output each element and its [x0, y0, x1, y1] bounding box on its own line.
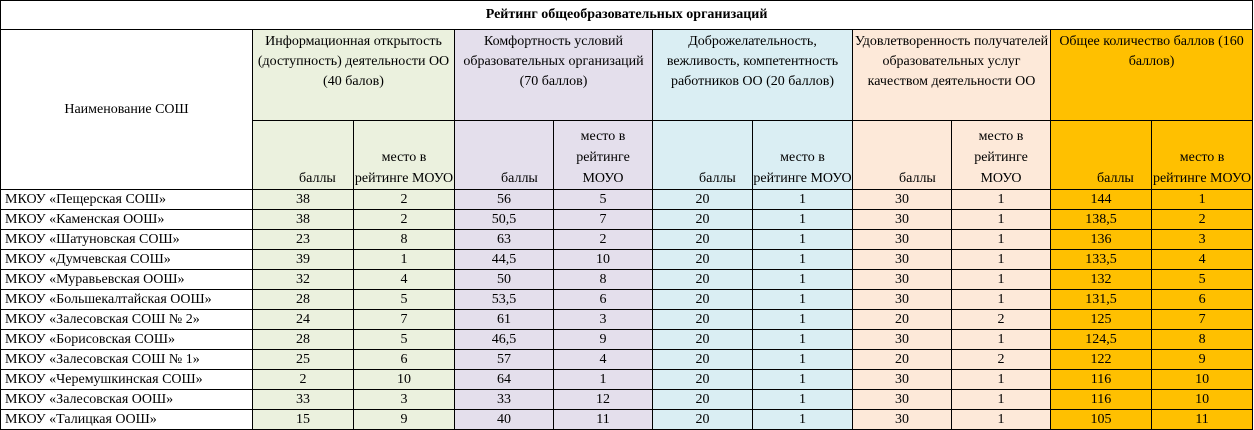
politeness-rank-cell: 1: [753, 210, 853, 230]
politeness-score-cell: 20: [653, 390, 753, 410]
satisfaction-score-cell: 30: [853, 190, 952, 210]
comfort-score-cell: 61: [455, 310, 554, 330]
info-rank-cell: 5: [354, 330, 455, 350]
total-rank-cell: 4: [1152, 250, 1253, 270]
satisfaction-rank-cell: 1: [952, 370, 1051, 390]
comfort-rank-cell: 1: [554, 370, 653, 390]
school-name-cell: МКОУ «Залесовская СОШ № 1»: [1, 350, 253, 370]
total-rank-cell: 10: [1152, 390, 1253, 410]
score-header: баллы: [455, 121, 554, 190]
table-row: [1, 330, 1253, 350]
comfort-rank-cell: 10: [554, 250, 653, 270]
politeness-rank-cell: 1: [753, 190, 853, 210]
table-row: [1, 350, 1253, 370]
satisfaction-rank-cell: 1: [952, 190, 1051, 210]
info-score-cell: 32: [253, 270, 354, 290]
comfort-rank-cell: 12: [554, 390, 653, 410]
info-score-cell: 25: [253, 350, 354, 370]
politeness-score-cell: 20: [653, 270, 753, 290]
politeness-score-cell: 20: [653, 370, 753, 390]
satisfaction-score-cell: 30: [853, 330, 952, 350]
satisfaction-score-cell: 30: [853, 370, 952, 390]
info-rank-cell: 3: [354, 390, 455, 410]
politeness-score-cell: 20: [653, 290, 753, 310]
total-score-cell: 138,5: [1051, 210, 1152, 230]
total-score-cell: 131,5: [1051, 290, 1152, 310]
total-rank-cell: 6: [1152, 290, 1253, 310]
info-rank-cell: 7: [354, 310, 455, 330]
group-header-info-openness: Информационная открытость (доступность) деятельности ОО (40 балов): [253, 30, 455, 121]
school-name-cell: МКОУ «Черемушкинская СОШ»: [1, 370, 253, 390]
total-score-cell: 105: [1051, 410, 1152, 430]
satisfaction-score-cell: 20: [853, 310, 952, 330]
satisfaction-score-cell: 30: [853, 290, 952, 310]
politeness-score-cell: 20: [653, 310, 753, 330]
comfort-rank-cell: 3: [554, 310, 653, 330]
info-rank-cell: 4: [354, 270, 455, 290]
politeness-rank-cell: 1: [753, 310, 853, 330]
satisfaction-rank-cell: 1: [952, 330, 1051, 350]
school-name-cell: МКОУ «Каменская ООШ»: [1, 210, 253, 230]
politeness-rank-cell: 1: [753, 250, 853, 270]
info-score-cell: 28: [253, 290, 354, 310]
group-header-satisfaction: Удовлетворенность получателей образовательных услуг качеством деятельности ОО: [853, 30, 1051, 121]
satisfaction-score-cell: 30: [853, 390, 952, 410]
group-header-politeness: Доброжелательность, вежливость, компетентность работников ОО (20 баллов): [653, 30, 853, 121]
total-rank-cell: 5: [1152, 270, 1253, 290]
group-header-total: Общее количество баллов (160 баллов): [1051, 30, 1253, 121]
politeness-rank-cell: 1: [753, 390, 853, 410]
table-row: [1, 230, 1253, 250]
info-score-cell: 38: [253, 190, 354, 210]
comfort-rank-cell: 8: [554, 270, 653, 290]
politeness-score-cell: 20: [653, 250, 753, 270]
satisfaction-rank-cell: 1: [952, 390, 1051, 410]
politeness-score-cell: 20: [653, 330, 753, 350]
comfort-rank-cell: 9: [554, 330, 653, 350]
table-row: [1, 310, 1253, 330]
satisfaction-score-cell: 30: [853, 410, 952, 430]
name-column-header: Наименование СОШ: [1, 30, 253, 190]
total-score-cell: 133,5: [1051, 250, 1152, 270]
info-score-cell: 15: [253, 410, 354, 430]
table-row: [1, 270, 1253, 290]
politeness-rank-cell: 1: [753, 270, 853, 290]
total-score-cell: 122: [1051, 350, 1152, 370]
total-rank-cell: 10: [1152, 370, 1253, 390]
total-rank-cell: 1: [1152, 190, 1253, 210]
info-rank-cell: 6: [354, 350, 455, 370]
politeness-score-cell: 20: [653, 350, 753, 370]
school-name-cell: МКОУ «Залесовская ООШ»: [1, 390, 253, 410]
politeness-rank-cell: 1: [753, 350, 853, 370]
satisfaction-score-cell: 30: [853, 210, 952, 230]
comfort-score-cell: 46,5: [455, 330, 554, 350]
table-row: [1, 210, 1253, 230]
comfort-rank-cell: 5: [554, 190, 653, 210]
table-row: [1, 290, 1253, 310]
politeness-score-cell: 20: [653, 410, 753, 430]
total-rank-cell: 3: [1152, 230, 1253, 250]
comfort-rank-cell: 2: [554, 230, 653, 250]
score-header: баллы: [853, 121, 952, 190]
rank-header: место в рейтинге МОУО: [1152, 121, 1253, 190]
info-rank-cell: 1: [354, 250, 455, 270]
total-score-cell: 116: [1051, 390, 1152, 410]
total-score-cell: 132: [1051, 270, 1152, 290]
info-score-cell: 39: [253, 250, 354, 270]
school-name-cell: МКОУ «Муравьевская ООШ»: [1, 270, 253, 290]
table-row: [1, 410, 1253, 430]
comfort-score-cell: 53,5: [455, 290, 554, 310]
comfort-score-cell: 64: [455, 370, 554, 390]
total-rank-cell: 8: [1152, 330, 1253, 350]
comfort-rank-cell: 6: [554, 290, 653, 310]
school-name-cell: МКОУ «Залесовская СОШ № 2»: [1, 310, 253, 330]
politeness-rank-cell: 1: [753, 410, 853, 430]
rank-header: место в рейтинге МОУО: [952, 121, 1051, 190]
info-rank-cell: 10: [354, 370, 455, 390]
comfort-score-cell: 57: [455, 350, 554, 370]
satisfaction-rank-cell: 2: [952, 310, 1051, 330]
satisfaction-score-cell: 30: [853, 230, 952, 250]
comfort-score-cell: 44,5: [455, 250, 554, 270]
satisfaction-rank-cell: 1: [952, 250, 1051, 270]
school-name-cell: МКОУ «Большекалтайская ООШ»: [1, 290, 253, 310]
politeness-rank-cell: 1: [753, 230, 853, 250]
politeness-rank-cell: 1: [753, 290, 853, 310]
score-header: баллы: [1051, 121, 1152, 190]
satisfaction-rank-cell: 1: [952, 290, 1051, 310]
group-header-comfort: Комфортность условий образовательных организаций (70 баллов): [455, 30, 653, 121]
rank-header: место в рейтинге МОУО: [554, 121, 653, 190]
info-rank-cell: 9: [354, 410, 455, 430]
politeness-rank-cell: 1: [753, 370, 853, 390]
rank-header: место в рейтинге МОУО: [354, 121, 455, 190]
info-score-cell: 2: [253, 370, 354, 390]
school-name-cell: МКОУ «Борисовская СОШ»: [1, 330, 253, 350]
comfort-rank-cell: 11: [554, 410, 653, 430]
comfort-score-cell: 63: [455, 230, 554, 250]
table-row: [1, 370, 1253, 390]
comfort-score-cell: 33: [455, 390, 554, 410]
table-row: [1, 250, 1253, 270]
rank-header: место в рейтинге МОУО: [753, 121, 853, 190]
score-header: баллы: [253, 121, 354, 190]
info-score-cell: 38: [253, 210, 354, 230]
info-rank-cell: 5: [354, 290, 455, 310]
table-row: [1, 390, 1253, 410]
politeness-rank-cell: 1: [753, 330, 853, 350]
score-header: баллы: [653, 121, 753, 190]
school-name-cell: МКОУ «Пещерская СОШ»: [1, 190, 253, 210]
info-score-cell: 24: [253, 310, 354, 330]
satisfaction-score-cell: 30: [853, 270, 952, 290]
table-title: Рейтинг общеобразовательных организаций: [1, 1, 1253, 30]
info-score-cell: 23: [253, 230, 354, 250]
info-rank-cell: 8: [354, 230, 455, 250]
total-rank-cell: 9: [1152, 350, 1253, 370]
total-score-cell: 116: [1051, 370, 1152, 390]
school-name-cell: МКОУ «Думчевская СОШ»: [1, 250, 253, 270]
total-score-cell: 136: [1051, 230, 1152, 250]
school-name-cell: МКОУ «Шатуновская СОШ»: [1, 230, 253, 250]
table-row: [1, 190, 1253, 210]
satisfaction-rank-cell: 2: [952, 350, 1051, 370]
info-rank-cell: 2: [354, 190, 455, 210]
comfort-score-cell: 56: [455, 190, 554, 210]
comfort-score-cell: 50,5: [455, 210, 554, 230]
comfort-score-cell: 40: [455, 410, 554, 430]
politeness-score-cell: 20: [653, 210, 753, 230]
info-rank-cell: 2: [354, 210, 455, 230]
total-rank-cell: 7: [1152, 310, 1253, 330]
satisfaction-score-cell: 30: [853, 250, 952, 270]
comfort-score-cell: 50: [455, 270, 554, 290]
total-score-cell: 125: [1051, 310, 1152, 330]
total-score-cell: 124,5: [1051, 330, 1152, 350]
satisfaction-rank-cell: 1: [952, 410, 1051, 430]
satisfaction-rank-cell: 1: [952, 210, 1051, 230]
total-rank-cell: 2: [1152, 210, 1253, 230]
school-name-cell: МКОУ «Талицкая ООШ»: [1, 410, 253, 430]
politeness-score-cell: 20: [653, 230, 753, 250]
table-body: [1, 190, 1253, 430]
politeness-score-cell: 20: [653, 190, 753, 210]
satisfaction-rank-cell: 1: [952, 230, 1051, 250]
satisfaction-rank-cell: 1: [952, 270, 1051, 290]
total-score-cell: 144: [1051, 190, 1152, 210]
info-score-cell: 28: [253, 330, 354, 350]
total-rank-cell: 11: [1152, 410, 1253, 430]
comfort-rank-cell: 7: [554, 210, 653, 230]
satisfaction-score-cell: 20: [853, 350, 952, 370]
info-score-cell: 33: [253, 390, 354, 410]
comfort-rank-cell: 4: [554, 350, 653, 370]
